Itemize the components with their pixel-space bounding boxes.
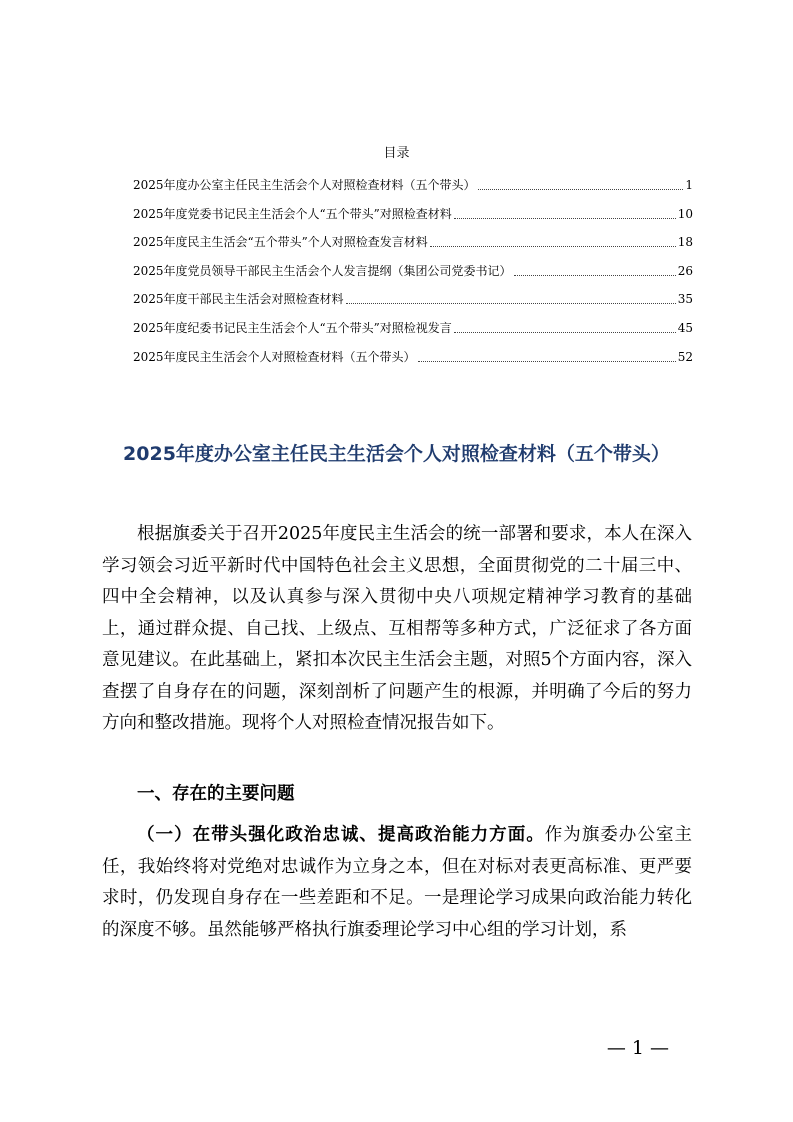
toc-leader-dots [430,246,676,247]
toc-entry-title: 2025年度民主生活会“五个带头”个人对照检查发言材料 [133,235,428,249]
toc-entry-page: 52 [677,350,693,364]
toc-leader-dots [514,275,676,276]
toc-entry-page: 35 [677,292,693,306]
toc-leader-dots [346,303,676,304]
toc-entry-title: 2025年度民主生活会个人对照检查材料（五个带头） [133,350,416,364]
section-heading: 一、存在的主要问题 [137,784,295,804]
subsection-body: 作为旗委办公室主任，我始终将对党绝对忠诚作为立身之本，但在对标对表更高标准、更严要求时，仍发现自身存在一些差距和不足。一是理论学习成果向政治能力转化的深度不够。虽然能够严格执行旗委理论学习中心组的学习计划，系 [102,825,693,940]
toc-entry-title: 2025年度纪委书记民主生活会个人“五个带头”对照检视发言 [133,321,452,335]
toc-title: 目录 [383,146,410,161]
toc-entry-page: 10 [677,207,693,221]
toc-entry-title: 2025年度党委书记民主生活会个人“五个带头”对照检查材料 [133,207,452,221]
toc-leader-dots [478,189,684,190]
toc-entry-page: 45 [677,321,693,335]
toc-entry[interactable] [133,289,693,309]
toc-entry-page: 1 [685,178,693,192]
document-heading: 2025年度办公室主任民主生活会个人对照检查材料（五个带头） [123,443,670,465]
toc-entry[interactable] [133,175,693,195]
toc-leader-dots [454,332,676,333]
toc-leader-dots [418,361,676,362]
intro-paragraph: 根据旗委关于召开2025年度民主生活会的统一部署和要求，本人在深入学习领会习近平新时代中国特色社会主义思想，全面贯彻党的二十届三中、四中全会精神，以及认真参与深入贯彻中央八项规定精神学习教育的基础上，通过群众提、自己找、上级点、互相帮等多种方式，广泛征求了各方面意见建议。在此基础上，紧扣本次民主生活会主题，对照5个方面内容，深入查摆了自身存在的问题，深刻剖析了问题产生的根源，并明确了今后的努力方向和整改措施。现将个人对照检查情况报告如下。 [102,524,692,733]
toc-entry[interactable] [133,261,693,281]
toc-entry-page: 18 [677,235,693,249]
page-number: — 1 — [606,1037,669,1059]
toc-leader-dots [454,218,676,219]
toc-entry[interactable] [133,204,693,224]
toc-entry-title: 2025年度干部民主生活会对照检查材料 [133,292,344,306]
toc-entry-title: 2025年度党员领导干部民主生活会个人发言提纲（集团公司党委书记） [133,264,512,278]
toc-entry[interactable] [133,318,693,338]
toc-entry[interactable] [133,232,693,252]
toc-entry-title: 2025年度办公室主任民主生活会个人对照检查材料（五个带头） [133,178,476,192]
toc-entry[interactable] [133,347,693,367]
subsection-lead: （一）在带头强化政治忠诚、提高政治能力方面。 [137,825,545,845]
toc-entry-page: 26 [677,264,693,278]
subsection-paragraph [102,820,692,946]
